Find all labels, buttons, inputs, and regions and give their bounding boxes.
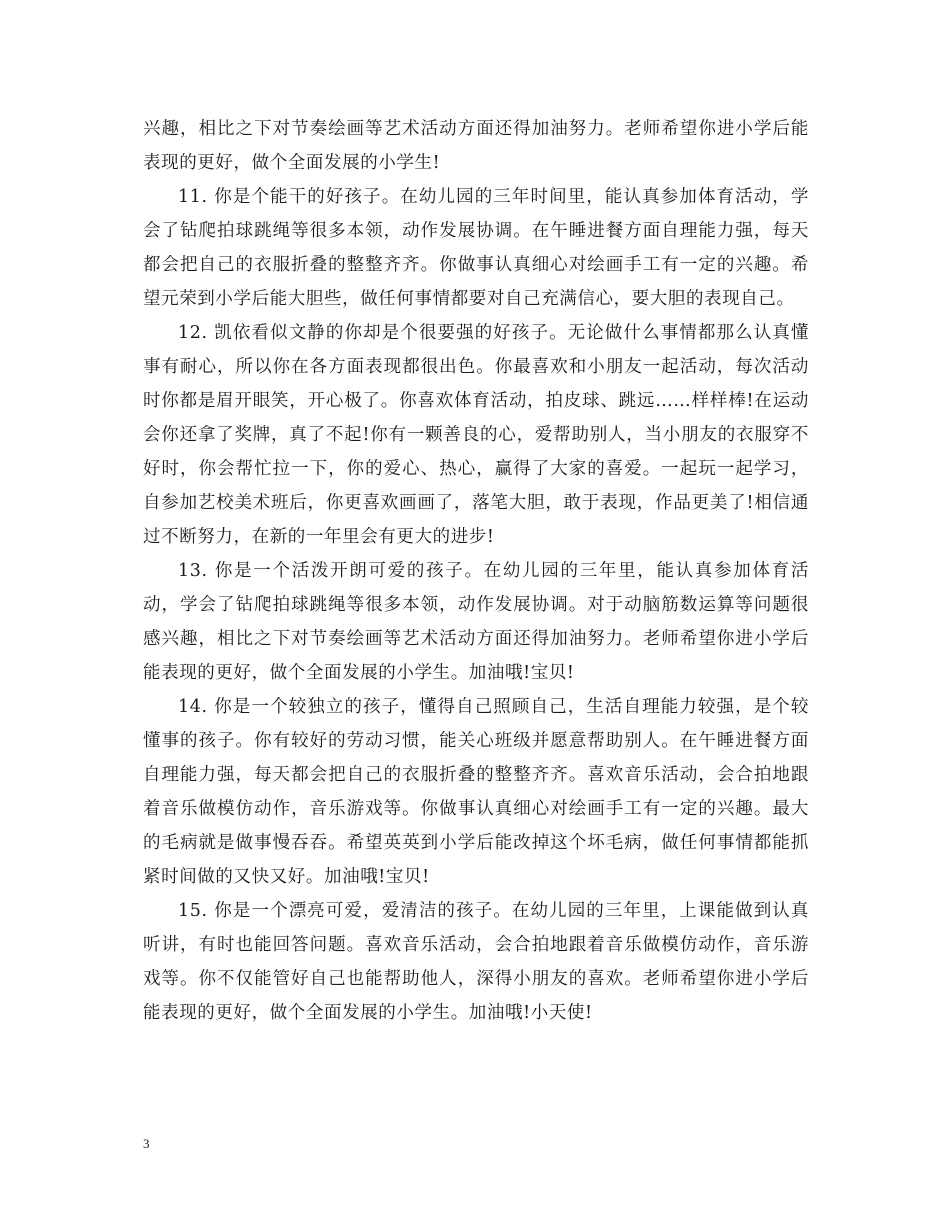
paragraph-item-14: 14. 你是一个较独立的孩子，懂得自己照顾自己，生活自理能力较强，是个较懂事的孩子。你有较好的劳动习惯，能关心班级并愿意帮助别人。在午睡进餐方面自理能力强，每天都会把自己的衣服折叠的整整齐齐。喜欢音乐活动，会合拍地跟着音乐做模仿动作，音乐游戏等。你做事认真细心对绘画手工有一定的兴趣。最大的毛病就是做事慢吞吞。希望英英到小学后能改掉这个坏毛病，做任何事情都能抓紧时间做的又快又好。加油哦!宝贝! — [143, 697, 809, 887]
paragraph-item-13: 13. 你是一个活泼开朗可爱的孩子。在幼儿园的三年里，能认真参加体育活动，学会了钻爬拍球跳绳等很多本领，动作发展协调。对于动脑筋数运算等问题很感兴趣，相比之下对节奏绘画等艺术活动方面还得加油努力。老师希望你进小学后能表现的更好，做个全面发展的小学生。加油哦!宝贝! — [143, 561, 809, 683]
paragraph-item-12: 12. 凯依看似文静的你却是个很要强的好孩子。无论做什么事情都那么认真懂事有耐心，所以你在各方面表现都很出色。你最喜欢和小朋友一起活动，每次活动时你都是眉开眼笑，开心极了。你喜欢体育活动，拍皮球、跳远……样样棒!在运动会你还拿了奖牌，真了不起!你有一颗善良的心，爱帮助别人，当小朋友的衣服穿不好时，你会帮忙拉一下，你的爱心、热心，赢得了大家的喜爱。一起玩一起学习，自参加艺校美术班后，你更喜欢画画了，落笔大胆，敢于表现，作品更美了!相信通过不断努力，在新的一年里会有更大的进步! — [143, 323, 809, 547]
paragraph-continuation: 兴趣，相比之下对节奏绘画等艺术活动方面还得加油努力。老师希望你进小学后能表现的更好，做个全面发展的小学生! — [143, 119, 809, 173]
paragraph-item-15: 15. 你是一个漂亮可爱，爱清洁的孩子。在幼儿园的三年里，上课能做到认真听讲，有时也能回答问题。喜欢音乐活动，会合拍地跟着音乐做模仿动作，音乐游戏等。你不仅能管好自己也能帮助他人，深得小朋友的喜欢。老师希望你进小学后能表现的更好，做个全面发展的小学生。加油哦!小天使! — [143, 901, 809, 1023]
page-number: 3 — [143, 1136, 150, 1151]
paragraph-item-11: 11. 你是个能干的好孩子。在幼儿园的三年时间里，能认真参加体育活动，学会了钻爬拍球跳绳等很多本领，动作发展协调。在午睡进餐方面自理能力强，每天都会把自己的衣服折叠的整整齐齐。你做事认真细心对绘画手工有一定的兴趣。希望元荣到小学后能大胆些，做任何事情都要对自己充满信心，要大胆的表现自己。 — [143, 187, 809, 309]
document-body — [143, 112, 809, 1030]
